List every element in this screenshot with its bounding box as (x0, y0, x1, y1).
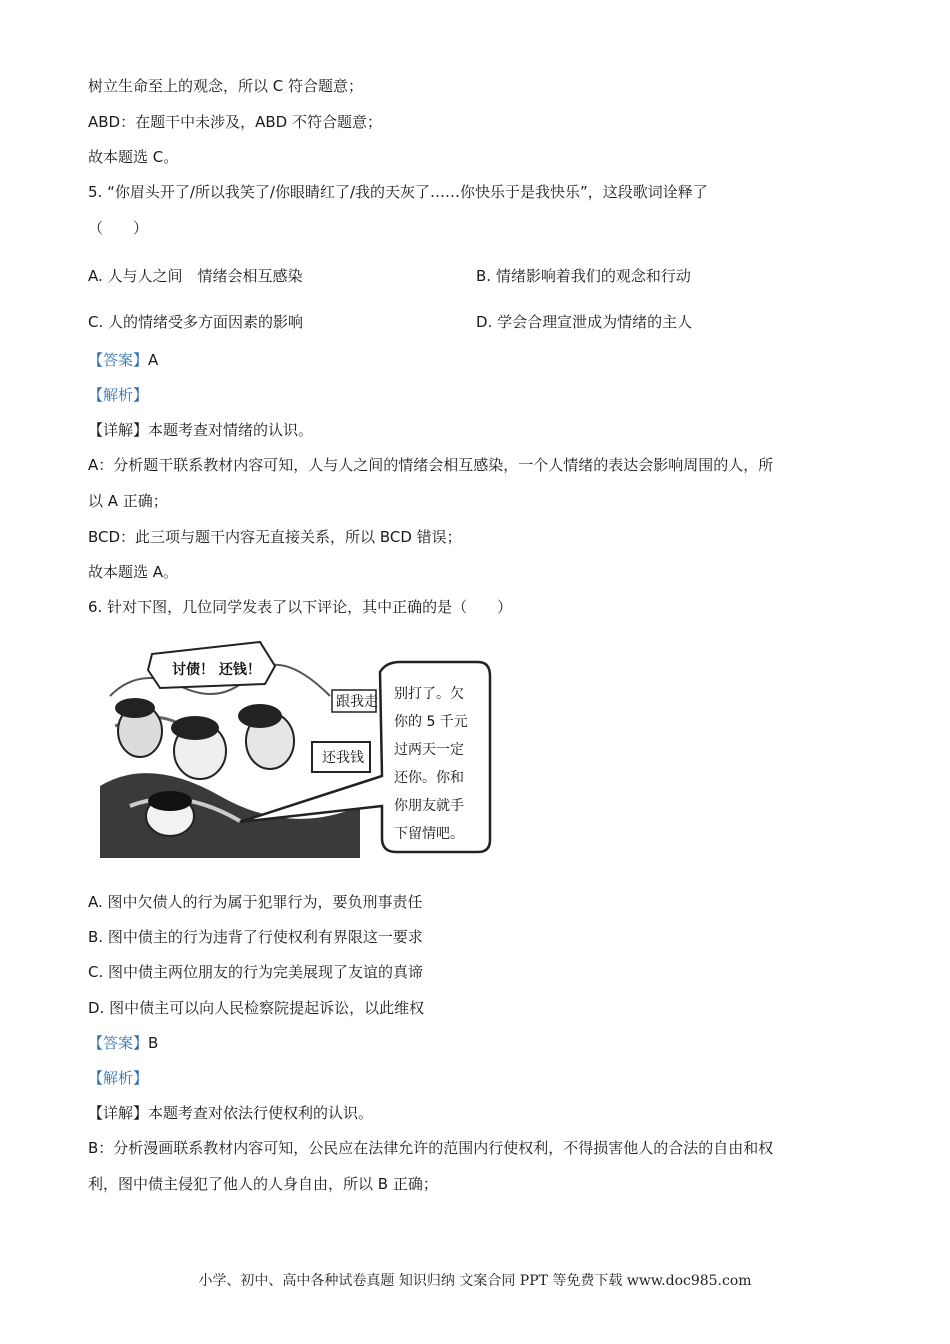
text-line: 故本题选 C。 (88, 148, 179, 166)
text-line: ABD：在题干中未涉及，ABD 不符合题意； (88, 113, 382, 131)
answer-tag: 【答案】 (88, 1034, 149, 1052)
question-6-stem: 6. 针对下图，几位同学发表了以下评论，其中正确的是（ ） (88, 598, 513, 616)
q5-expl-bcd: BCD：此三项与题干内容无直接关系，所以 BCD 错误； (88, 528, 462, 546)
question-5-paren: （ ） (88, 219, 149, 237)
q6-detail: 【详解】本题考查对依法行使权利的认识。 (88, 1104, 374, 1122)
q5-option-b: B. 情绪影响着我们的观念和行动 (476, 267, 691, 285)
q5-option-a: A. 人与人之间 情绪会相互感染 (88, 267, 303, 285)
q5-option-c: C. 人的情绪受多方面因素的影响 (88, 313, 304, 331)
text-line: 树立生命至上的观念，所以 C 符合题意； (88, 77, 364, 95)
question-5-stem: 5. “你眉头开了/所以我笑了/你眼睛红了/我的天灰了……你快乐于是我快乐”，这段歌词诠释了 (88, 183, 708, 201)
q5-expl-a-2: 以 A 正确； (88, 492, 168, 510)
q6-expl-b-1: B：分析漫画联系教材内容可知，公民应在法律允许的范围内行使权利，不得损害他人的合法的自由和权 (88, 1139, 774, 1157)
q5-expl-a-1: A：分析题干联系教材内容可知，人与人之间的情绪会相互感染，一个人情绪的表达会影响周围的人，所 (88, 456, 774, 474)
cartoon-shout: 讨债！ 还钱！ (172, 662, 261, 678)
page-footer: 小学、初中、高中各种试卷真题 知识归纳 文案合同 PPT 等免费下载 www.doc985.com (198, 1273, 752, 1289)
answer-value: B (148, 1034, 159, 1052)
q5-conclusion: 故本题选 A。 (88, 563, 179, 581)
q5-answer (88, 350, 158, 370)
answer-tag: 【答案】 (88, 351, 149, 369)
q6-expl-b-2: 利，图中债主侵犯了他人的人身自由，所以 B 正确； (88, 1175, 438, 1193)
cartoon-demand: 还我钱 (322, 750, 364, 766)
svg-text:过两天一定: 过两天一定 (394, 742, 464, 758)
svg-text:还你。你和: 还你。你和 (394, 770, 464, 786)
cartoon-illustration (100, 636, 492, 858)
q6-option-b: B. 图中债主的行为违背了行使权利有界限这一要求 (88, 928, 423, 946)
cartoon-small-sign: 跟我走 (336, 694, 378, 710)
answer-value: A (148, 351, 159, 369)
svg-text:别打了。欠: 别打了。欠 (394, 686, 464, 702)
q6-option-a: A. 图中欠债人的行为属于犯罪行为，要负刑事责任 (88, 893, 423, 911)
svg-text:下留情吧。: 下留情吧。 (394, 826, 464, 842)
q6-analysis-tag: 【解析】 (88, 1069, 149, 1087)
q6-option-d: D. 图中债主可以向人民检察院提起诉讼，以此维权 (88, 999, 425, 1017)
q6-answer (88, 1033, 158, 1053)
q6-option-c: C. 图中债主两位朋友的行为完美展现了友谊的真谛 (88, 963, 424, 981)
svg-text:你朋友就手: 你朋友就手 (394, 798, 464, 814)
q5-analysis-tag: 【解析】 (88, 386, 149, 404)
q5-detail: 【详解】本题考查对情绪的认识。 (88, 421, 314, 439)
q5-option-d: D. 学会合理宣泄成为情绪的主人 (476, 313, 693, 331)
svg-text:你的 5 千元: 你的 5 千元 (394, 714, 468, 730)
